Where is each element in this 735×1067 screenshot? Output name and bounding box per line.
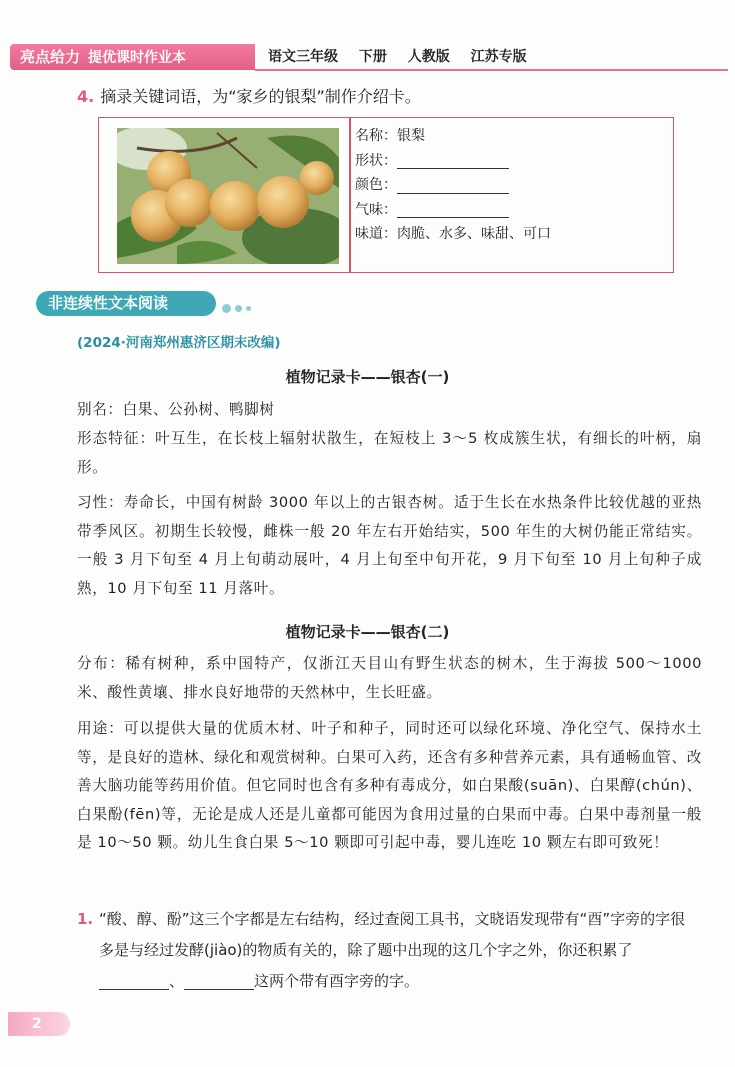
field-smell-label: 气味： [355, 201, 397, 218]
question-1 [77, 904, 699, 997]
question-4-text: 摘录关键词语，为“家乡的银梨”制作介绍卡。 [100, 87, 421, 106]
card2-uses-text: 用途：可以提供大量的优质木材、叶子和种子，同时还可以绿化环境、净化空气、保持水土等，是良好的造林、绿化和观赏树种。白果可入药，还含有多种营养元素，具有通畅血管、改善大脑功能等药用价值。但它同时也含有多种有毒成分，如白果酸(suān)、白果醇(chún)、白果酚(fēn)等，无论是成人还是儿童都可能因为食用过量的白果而中毒。白果中毒剂量一般是 10～50 颗。幼儿生食白果 5～10 颗即可引起中毒，婴儿连吃 10 颗左右即可致死！ [77, 720, 702, 851]
card-divider [349, 118, 351, 272]
field-color-label: 颜色： [355, 177, 397, 193]
question-1-separator: 、 [169, 972, 185, 990]
brand-name: 亮点给力 [20, 48, 81, 66]
pear-photo [117, 128, 339, 264]
dot-icon [235, 305, 242, 312]
card1-alias: 别名：白果、公孙树、鸭脚树 [77, 401, 275, 418]
dot-icon [246, 306, 251, 311]
card1-habits [77, 489, 702, 603]
question-1-number: 1. [77, 910, 94, 928]
header-divider [255, 69, 728, 71]
field-shape-label: 形状： [355, 152, 397, 169]
field-taste-label: 味道： [355, 226, 397, 242]
card1-morphology-text: 形态特征：叶互生，在长枝上辐射状散生，在短枝上 3～5 枚成簇生状，有细长的叶柄，扇形。 [77, 430, 702, 476]
book-edition: 江苏专版 [470, 49, 527, 65]
card2-title: 植物记录卡——银杏(二) [285, 623, 450, 641]
book-info [268, 44, 543, 70]
book-volume: 下册 [358, 49, 387, 65]
book-publisher: 人教版 [407, 49, 450, 65]
card1-title: 植物记录卡——银杏(一) [285, 368, 450, 386]
field-smell [355, 198, 551, 223]
field-taste-value: 肉脆、水多、味甜、可口 [397, 226, 551, 242]
brand-tab [10, 44, 255, 70]
card2-distribution-text: 分布：稀有树种，系中国特产，仅浙江天目山有野生状态的树木，生于海拔 500～1000 米、酸性黄壤、排水良好地带的天然林中，生长旺盛。 [77, 655, 702, 701]
source-note: (2024·河南郑州惠济区期末改编) [77, 335, 281, 351]
card-fields [355, 124, 551, 247]
section-dots [222, 298, 255, 317]
question-4 [77, 84, 421, 107]
field-taste [355, 222, 551, 247]
field-name-value: 银梨 [397, 128, 425, 144]
field-name-label: 名称： [355, 128, 397, 144]
question-1-text-end: 这两个带有酉字旁的字。 [254, 972, 420, 990]
question-1-body [99, 904, 699, 997]
brand-subtitle: 提优课时作业本 [88, 50, 187, 66]
field-shape-blank[interactable] [397, 152, 509, 169]
book-grade: 语文三年级 [268, 49, 338, 65]
card2-distribution [77, 650, 702, 707]
page-number: 2 [8, 1012, 70, 1036]
intro-card [98, 117, 674, 273]
question-1-text: “酸、醇、酚”这三个字都是左右结构，经过查阅工具书，文晓语发现带有“酉”字旁的字很多是与经过发酵(jiào)的物质有关的，除了题中出现的这几个字之外，你还积累了 [99, 910, 686, 959]
field-color-blank[interactable] [397, 177, 509, 194]
card2-uses [77, 715, 702, 858]
field-shape [355, 149, 551, 174]
answer-blank-1[interactable] [99, 971, 169, 990]
section-title: 非连续性文本阅读 [36, 291, 216, 316]
field-name [355, 124, 551, 149]
card1-morphology [77, 425, 702, 482]
page-header [10, 44, 728, 70]
card1-habits-text: 习性：寿命长，中国有树龄 3000 年以上的古银杏树。适于生长在水热条件比较优越的亚热带季风区。初期生长较慢，雌株一般 20 年左右开始结实，500 年生的大树仍能正常结实。一般 3 月下旬至 4 月上旬萌动展叶，4 月上旬至中旬开花，9 月下旬至 10 月上旬种子成熟，10 月下旬至 11 月落叶。 [77, 494, 702, 597]
question-4-number: 4. [77, 87, 95, 106]
answer-blank-2[interactable] [184, 971, 254, 990]
field-smell-blank[interactable] [397, 201, 509, 218]
dot-icon [222, 304, 231, 313]
field-color [355, 173, 551, 198]
